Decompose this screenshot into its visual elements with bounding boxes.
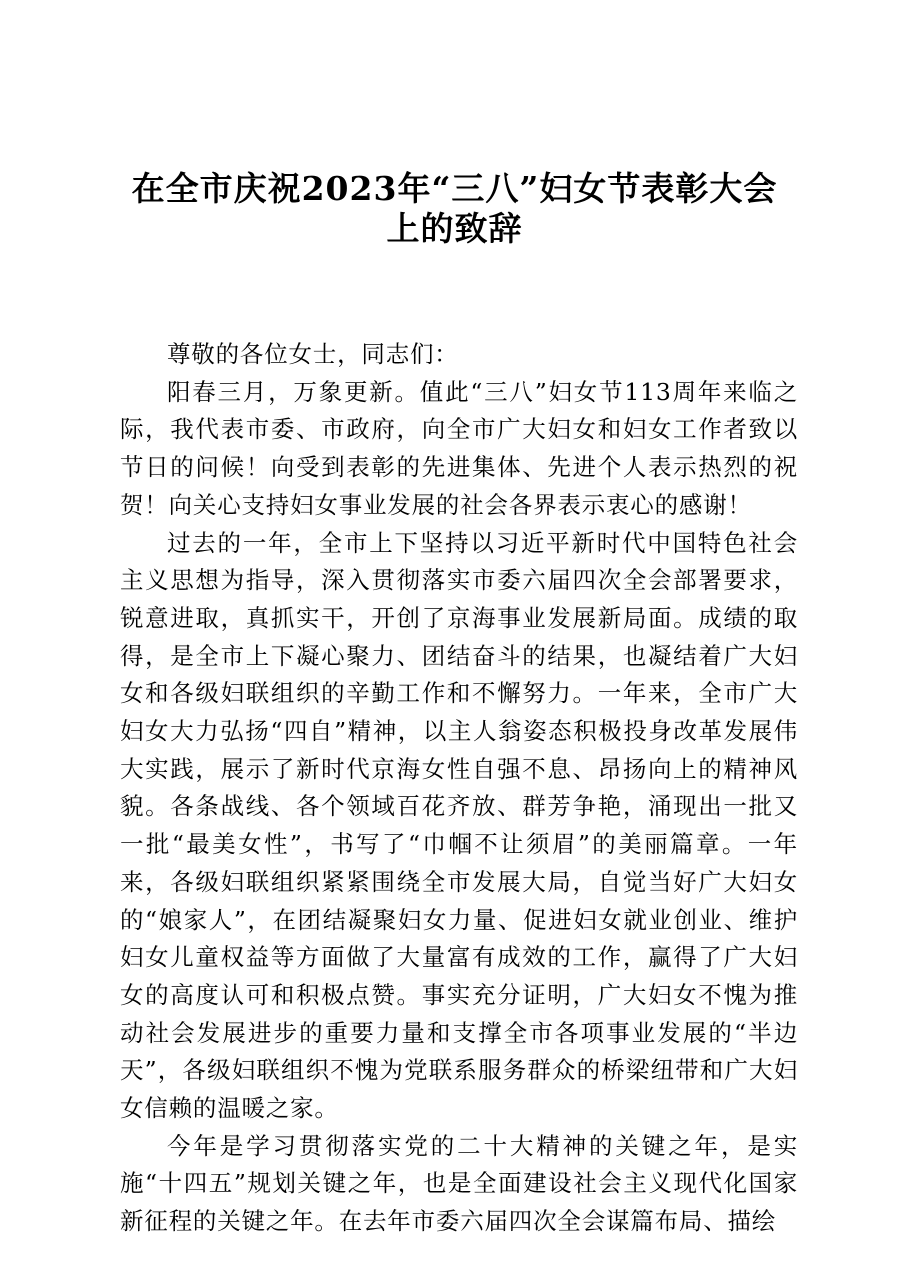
body-paragraph: 今年是学习贯彻落实党的二十大精神的关键之年，是实施“十四五”规划关键之年，也是全面建设社会主义现代化国家新征程的关键之年。在去年市委六届四次全会谋篇布局、描绘 <box>120 1131 798 1236</box>
body-paragraph: 阳春三月，万象更新。值此“三八”妇女节113周年来临之际，我代表市委、市政府，向全市广大妇女和妇女工作者致以节日的问候！向受到表彰的先进集体、先进个人表示热烈的祝贺！向关心支持妇女事业发展的社会各界表示衷心的感谢！ <box>120 377 798 519</box>
document-title-line-1: 在全市庆祝2023年“三八”妇女节表彰大会 <box>131 169 778 208</box>
salutation-paragraph: 尊敬的各位女士，同志们： <box>167 340 459 368</box>
body-paragraph: 过去的一年，全市上下坚持以习近平新时代中国特色社会主义思想为指导，深入贯彻落实市委六届四次全会部署要求，锐意进取，真抓实干，开创了京海事业发展新局面。成绩的取得，是全市上下凝心聚力、团结奋斗的结果，也凝结着广大妇女和各级妇联组织的辛勤工作和不懈努力。一年来，全市广大妇女大力弘扬“四自”精神，以主人翁姿态积极投身改革发展伟大实践，展示了新时代京海女性自强不息、昂扬向上的精神风貌。各条战线、各个领域百花齐放、群芳争艳，涌现出一批又一批“最美女性”，书写了“巾帼不让须眉”的美丽篇章。一年来，各级妇联组织紧紧围绕全市发展大局，自觉当好广大妇女的“娘家人”，在团结凝聚妇女力量、促进妇女就业创业、维护妇女儿童权益等方面做了大量富有成效的工作，赢得了广大妇女的高度认可和积极点赞。事实充分证明，广大妇女不愧为推动社会发展进步的重要力量和支撑全市各项事业发展的“半边天”，各级妇联组织不愧为党联系服务群众的桥梁纽带和广大妇女信赖的温暖之家。 <box>120 528 798 1123</box>
document-body <box>120 336 798 1241</box>
document-title-line-2: 上的致辞 <box>386 209 523 248</box>
